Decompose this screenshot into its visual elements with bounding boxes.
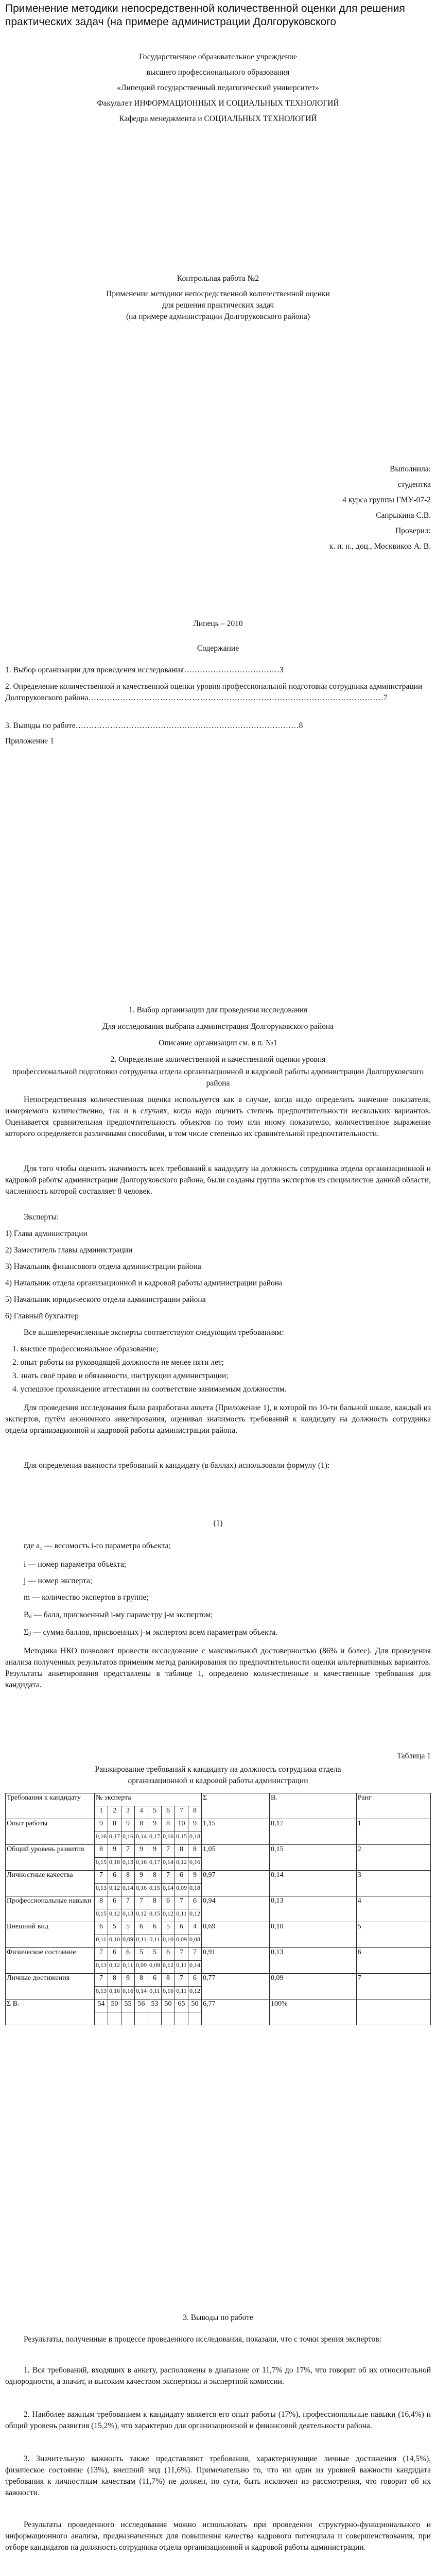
experts-label: Эксперты: bbox=[24, 1213, 59, 1222]
raw-score: 6 bbox=[108, 1871, 121, 1884]
raw-score: 8 bbox=[108, 1974, 121, 1987]
row-sum: 1,15 bbox=[202, 1819, 270, 1845]
paragraph: 3. Значительную важность также представляют требования, характеризующие личные достижения (14,5%), физическое состояние (13%), внешний вид (11,6%). Примечательно то, что ни один из уровней важности кандидата требования к личностным качествам (11,7%) не должен, по сути, быть исключен из рассмотрения, что говорит об их важности. bbox=[5, 2454, 431, 2497]
raw-score: 4 bbox=[188, 1922, 202, 1935]
row-bi: 0,17 bbox=[270, 1819, 357, 1845]
row-bi: 0,14 bbox=[270, 1871, 357, 1896]
row-rank: 6 bbox=[356, 1948, 430, 1974]
raw-score: 7 bbox=[121, 1845, 135, 1858]
weight-score: 0,11 bbox=[148, 1935, 162, 1948]
weight-score bbox=[148, 2012, 162, 2025]
weight-score: 0,15 bbox=[175, 1832, 188, 1845]
raw-score: 7 bbox=[121, 1896, 135, 1909]
row-rank: 4 bbox=[356, 1896, 430, 1922]
raw-score: 9 bbox=[135, 1845, 148, 1858]
raw-score: 9 bbox=[148, 1845, 162, 1858]
requirement-item: 1. высшее профессиональное образование; bbox=[12, 1345, 159, 1353]
weight-score: 0,12 bbox=[162, 1961, 175, 1974]
row-label: Личные достижения bbox=[6, 1974, 95, 1999]
table-header-row bbox=[6, 1793, 431, 1806]
section-heading: 3. Выводы по работе bbox=[183, 2313, 253, 2322]
weight-score bbox=[121, 2012, 135, 2025]
row-rank: 1 bbox=[356, 1819, 430, 1845]
paragraph: Для проведения исследования была разработана анкета (Приложение 1), в которой по 10-ти бальной шкале, каждый из экспертов, путём анонимного анкетирования, оценивал значимость требований к кандидату на должность сотрудника отдела организационной и кадровой работы администрации района. bbox=[5, 1403, 431, 1435]
paragraph: Для определения важности требований к кандидату (в баллах) использовали формулу (1): bbox=[24, 1461, 330, 1470]
raw-score: 9 bbox=[188, 1819, 202, 1832]
requirement-item: 2. опыт работы на руководящей должности не менее пяти лет; bbox=[12, 1358, 224, 1367]
author-line: к. п. н., доц., Москвиков А. В. bbox=[329, 542, 431, 551]
header-line: «Липецкий государственный педагогический университет» bbox=[117, 83, 319, 92]
section-heading: 2. Определение количественной и качественной оценки уровня bbox=[110, 1055, 326, 1064]
raw-score: 7 bbox=[95, 1871, 108, 1884]
raw-score: 6 bbox=[108, 1948, 121, 1961]
raw-score: 6 bbox=[108, 1896, 121, 1909]
author-line: Выполнила: bbox=[390, 465, 431, 473]
paragraph: 2. Наиболее важным требованием к кандидату является его опыт работы (17%), профессиональные навыки (16,4%) и общий уровень развития (15,2%), что характерно для организационной и финансовой деятельности района. bbox=[5, 2410, 431, 2430]
toc-item[interactable]: 3. Выводы по работе…………………………………………………………………………8 bbox=[5, 721, 303, 730]
formula-note: Bᵢⱼ — балл, присвоенный i-му параметру j-м экспертом; bbox=[24, 1611, 213, 1619]
row-rank: 2 bbox=[356, 1845, 430, 1871]
row-rank: 5 bbox=[356, 1922, 430, 1948]
weight-score: 0,16 bbox=[135, 1884, 148, 1896]
weight-score: 0,17 bbox=[148, 1832, 162, 1845]
row-sum: 6,77 bbox=[202, 1999, 270, 2025]
paragraph: Результаты, полученные в процессе проведенного исследования, показали, что с точки зрения экспертов: bbox=[24, 2335, 381, 2344]
raw-score: 8 bbox=[162, 1974, 175, 1987]
weight-score: 0,10 bbox=[162, 1935, 175, 1948]
raw-score: 8 bbox=[188, 1845, 202, 1858]
expert-item: 5) Начальник юридического отдела администрации района bbox=[5, 1295, 206, 1304]
weight-score: 0,13 bbox=[121, 1909, 135, 1922]
table-row bbox=[6, 1896, 431, 1909]
table-title: организационной и кадровой работы администрации bbox=[128, 1776, 308, 1785]
row-label: Профессиональные навыки bbox=[6, 1896, 95, 1922]
header-cell: Bᵢ bbox=[270, 1793, 357, 1819]
weight-score: 0,10 bbox=[108, 1935, 121, 1948]
header-cell: Ранг bbox=[356, 1793, 430, 1819]
raw-score: 53 bbox=[148, 1999, 162, 2012]
raw-score: 6 bbox=[95, 1922, 108, 1935]
weight-score: 0,12 bbox=[108, 1961, 121, 1974]
row-sum: 0,91 bbox=[202, 1948, 270, 1974]
raw-score: 8 bbox=[121, 1871, 135, 1884]
raw-score: 50 bbox=[162, 1999, 175, 2012]
raw-score: 6 bbox=[175, 1922, 188, 1935]
expert-num: 8 bbox=[188, 1806, 202, 1819]
paragraph: Для исследования выбрана администрация Долгоруковского района bbox=[102, 1022, 334, 1031]
table-row bbox=[6, 1974, 431, 1987]
paragraph: Результаты проведенного исследования можно использовать при проведении структурно-функционального и информационного анализа, предназначенных для повышения качества кадрового потенциала и совершенствования, при отборе кандидатов на должность сотрудника отдела организационной и кадровой работы администрации. bbox=[5, 2520, 431, 2552]
expert-item: 1) Глава администрации bbox=[5, 1229, 88, 1238]
raw-score: 6 bbox=[148, 1974, 162, 1987]
weight-score: 0,16 bbox=[108, 1987, 121, 1999]
expert-num: 1 bbox=[95, 1806, 108, 1819]
weight-score bbox=[175, 2012, 188, 2025]
toc-item[interactable]: 2. Определение количественной и качественной оценки уровня профессиональной подготовки сотрудника администрации Долгоруковского района…………………………………………………………………………………………………7 bbox=[5, 682, 423, 702]
raw-score: 7 bbox=[175, 1896, 188, 1909]
author-line: 4 курса группы ГМУ-07-2 bbox=[342, 496, 431, 504]
raw-score: 8 bbox=[108, 1819, 121, 1832]
row-label: Личностные качества bbox=[6, 1871, 95, 1896]
weight-score: 0,13 bbox=[95, 1884, 108, 1896]
row-sum: 0,97 bbox=[202, 1871, 270, 1896]
weight-score bbox=[188, 2012, 202, 2025]
header-cell: № эксперта bbox=[95, 1793, 202, 1806]
table-caption: Таблица 1 bbox=[396, 1752, 431, 1760]
weight-score: 0,18 bbox=[188, 1884, 202, 1896]
formula-number: (1) bbox=[213, 1519, 223, 1528]
weight-score: 0,16 bbox=[121, 1832, 135, 1845]
row-sum: 0,94 bbox=[202, 1896, 270, 1922]
weight-score: 0,15 bbox=[95, 1909, 108, 1922]
weight-score: 0,13 bbox=[95, 1987, 108, 1999]
weight-score: 0,16 bbox=[162, 1987, 175, 1999]
raw-score: 5 bbox=[108, 1922, 121, 1935]
weight-score: 0,15 bbox=[148, 1884, 162, 1896]
expert-num: 4 bbox=[135, 1806, 148, 1819]
formula-note: i — номер параметра объекта; bbox=[24, 1560, 127, 1569]
paragraph: Методика НКО позволяет провести исследование с максимальной достоверностью (86% и более). Для проведения анализа полученных результатов применим метод ранжирования по предпочтительности оценки альтернативных вариантов. Результаты анкетирования представлены в таблице 1, определено количественные и качественные требования для кандидата. bbox=[5, 1647, 431, 1689]
raw-score: 7 bbox=[175, 1948, 188, 1961]
weight-score bbox=[135, 2012, 148, 2025]
requirement-item: 3. знать своё право и обязанности, инструкции администрации; bbox=[12, 1371, 229, 1380]
weight-score: 0,08 bbox=[188, 1935, 202, 1948]
expert-item: 3) Начальник финансового отдела администрации района bbox=[5, 1262, 201, 1271]
weight-score: 0,09 bbox=[135, 1961, 148, 1974]
row-sum: 1,05 bbox=[202, 1845, 270, 1871]
weight-score: 0,16 bbox=[188, 1858, 202, 1871]
author-line: Проверил: bbox=[395, 527, 431, 535]
table-row bbox=[6, 1999, 431, 2012]
formula-note: j — номер эксперта; bbox=[24, 1577, 93, 1585]
weight-score: 0,14 bbox=[121, 1884, 135, 1896]
raw-score: 10 bbox=[175, 1819, 188, 1832]
raw-score: 6 bbox=[121, 1948, 135, 1961]
raw-score: 8 bbox=[162, 1819, 175, 1832]
raw-score: 56 bbox=[135, 1999, 148, 2012]
header-line: Кафедра менеджмента и СОЦИАЛЬНЫХ ТЕХНОЛОГИЙ bbox=[119, 114, 317, 123]
weight-score: 0,12 bbox=[188, 1909, 202, 1922]
raw-score: 6 bbox=[188, 1896, 202, 1909]
weight-score: 0,11 bbox=[135, 1935, 148, 1948]
weight-score: 0,13 bbox=[95, 1961, 108, 1974]
paragraph: 1. Вся требований, входящих в анкету, расположены в диапазоне от 11,7% до 17%, что говорит об их относительной однородности, а значит, и высоким качеством экспертизы и экспертной комиссии. bbox=[5, 2366, 431, 2386]
weight-score: 0,09 bbox=[175, 1884, 188, 1896]
weight-score: 0,16 bbox=[162, 1832, 175, 1845]
expert-num: 7 bbox=[175, 1806, 188, 1819]
raw-score: 5 bbox=[121, 1922, 135, 1935]
city-year: Липецк – 2010 bbox=[193, 619, 243, 628]
weight-score: 0,12 bbox=[175, 1858, 188, 1871]
row-rank bbox=[356, 1999, 430, 2025]
raw-score: 7 bbox=[135, 1896, 148, 1909]
row-sum: 0,69 bbox=[202, 1922, 270, 1948]
raw-score: 8 bbox=[135, 1819, 148, 1832]
ranking-table bbox=[5, 1793, 431, 2025]
header-line: Факультет ИНФОРМАЦИОННЫХ И СОЦИАЛЬНЫХ ТЕХНОЛОГИЙ bbox=[97, 99, 339, 108]
author-line: Сапрыкина С.В. bbox=[376, 511, 431, 520]
raw-score: 9 bbox=[95, 1819, 108, 1832]
weight-score: 0,16 bbox=[135, 1858, 148, 1871]
weight-score: 0,17 bbox=[148, 1858, 162, 1871]
weight-score: 0,18 bbox=[108, 1858, 121, 1871]
weight-score: 0,09 bbox=[175, 1935, 188, 1948]
weight-score: 0,15 bbox=[148, 1909, 162, 1922]
table-row bbox=[6, 1871, 431, 1884]
expert-num: 5 bbox=[148, 1806, 162, 1819]
raw-score: 50 bbox=[108, 1999, 121, 2012]
raw-score: 5 bbox=[148, 1948, 162, 1961]
section-heading: профессиональной подготовки сотрудника отдела организационной и кадровой работы администрации Долгоруковского района bbox=[12, 1067, 424, 1088]
weight-score: 0,14 bbox=[162, 1884, 175, 1896]
expert-item: 4) Начальник отдела организационной и кадровой работы администрации района bbox=[5, 1279, 283, 1287]
raw-score: 54 bbox=[95, 1999, 108, 2012]
formula-note: где a₁ — весомость i-го параметра объекта; bbox=[24, 1541, 171, 1550]
paragraph: Все вышеперечисленные эксперты соответствуют следующим требованиям: bbox=[24, 1328, 284, 1337]
weight-score: 0,17 bbox=[108, 1832, 121, 1845]
expert-num: 2 bbox=[108, 1806, 121, 1819]
row-label: Опыт работы bbox=[6, 1819, 95, 1845]
raw-score: 7 bbox=[188, 1948, 202, 1961]
row-sum: 0,77 bbox=[202, 1974, 270, 1999]
table-row bbox=[6, 1948, 431, 1961]
weight-score: 0,11 bbox=[175, 1987, 188, 1999]
table-title: Ранжирование требований к кандидату на должность сотрудника отдела bbox=[95, 1765, 341, 1774]
raw-score: 6 bbox=[162, 1896, 175, 1909]
expert-num: 3 bbox=[121, 1806, 135, 1819]
weight-score: 0,09 bbox=[148, 1961, 162, 1974]
header-line: высшего профессионального образования bbox=[146, 68, 290, 77]
weight-score: 0,12 bbox=[108, 1909, 121, 1922]
row-label: Внешний вид bbox=[6, 1922, 95, 1948]
row-bi: 100% bbox=[270, 1999, 357, 2025]
raw-score: 7 bbox=[95, 1948, 108, 1961]
raw-score: 6 bbox=[135, 1922, 148, 1935]
weight-score bbox=[162, 2012, 175, 2025]
weight-score: 0,11 bbox=[148, 1987, 162, 1999]
row-label: Общий уровень развития bbox=[6, 1845, 95, 1871]
weight-score: 0,14 bbox=[135, 1987, 148, 1999]
raw-score: 55 bbox=[121, 1999, 135, 2012]
expert-num: 6 bbox=[162, 1806, 175, 1819]
weight-score: 0,11 bbox=[175, 1909, 188, 1922]
paragraph: Описание организации см. в п. №1 bbox=[159, 1039, 277, 1047]
table-row bbox=[6, 1845, 431, 1858]
raw-score: 9 bbox=[121, 1819, 135, 1832]
table-row bbox=[6, 1819, 431, 1832]
weight-score: 0,12 bbox=[135, 1909, 148, 1922]
row-bi: 0,13 bbox=[270, 1896, 357, 1922]
paragraph: Для того чтобы оценить значимость всех требований к кандидату на должность сотрудника отдела организационной и кадровой работы администрации Долгоруковского района, были созданы группа экспертов из специалистов данной области, численность которой составляет 8 человек. bbox=[5, 1164, 431, 1196]
work-subtitle: Применение методики непосредственной количественной оценки bbox=[106, 290, 330, 298]
paragraph: Непосредственная количественная оценка используется как в случае, когда надо определить значение показателя, измеряемого количественно, так и в случаях, когда надо оценить степень предпочтительности нескольких вариантов. Оценивается сравнительная предпочтительность объектов по тому или иному показателю, количественное выражение которого определяется различными способами, в том числе степенью их сравнительной предпочтительности. bbox=[5, 1095, 431, 1138]
raw-score: 5 bbox=[162, 1922, 175, 1935]
weight-score: 0,12 bbox=[188, 1987, 202, 1999]
weight-score: 0,13 bbox=[121, 1858, 135, 1871]
header-line: Государственное образовательное учреждение bbox=[139, 53, 297, 61]
toc-item[interactable]: 1. Выбор организации для проведения исследования………………………………3 bbox=[5, 666, 284, 674]
row-bi: 0,13 bbox=[270, 1948, 357, 1974]
row-label: Физическое состояние bbox=[6, 1948, 95, 1974]
raw-score: 9 bbox=[148, 1819, 162, 1832]
formula-note: m — количество экспертов в группе; bbox=[24, 1593, 149, 1602]
weight-score bbox=[95, 2012, 108, 2025]
row-bi: 0,09 bbox=[270, 1974, 357, 1999]
weight-score: 0,14 bbox=[135, 1832, 148, 1845]
weight-score: 0,16 bbox=[95, 1832, 108, 1845]
raw-score: 8 bbox=[135, 1974, 148, 1987]
work-subtitle: для решения практических задач bbox=[162, 301, 274, 310]
raw-score: 9 bbox=[135, 1871, 148, 1884]
weight-score: 0,14 bbox=[188, 1961, 202, 1974]
page-title: Применение методики непосредственной количественной оценки для решения практических задач (на примере администрации Долгоруковского bbox=[5, 3, 405, 28]
weight-score: 0,12 bbox=[108, 1884, 121, 1896]
raw-score: 6 bbox=[148, 1922, 162, 1935]
header-cell: Σ bbox=[202, 1793, 270, 1819]
raw-score: 9 bbox=[188, 1871, 202, 1884]
raw-score: 5 bbox=[135, 1948, 148, 1961]
raw-score: 8 bbox=[95, 1896, 108, 1909]
raw-score: 7 bbox=[162, 1871, 175, 1884]
toc-item[interactable]: Приложение 1 bbox=[5, 737, 54, 745]
raw-score: 8 bbox=[148, 1871, 162, 1884]
raw-score: 6 bbox=[162, 1948, 175, 1961]
row-rank: 7 bbox=[356, 1974, 430, 1999]
weight-score: 0,11 bbox=[121, 1961, 135, 1974]
header-cell: Требования к кандидату bbox=[6, 1793, 95, 1819]
weight-score: 0,18 bbox=[188, 1832, 202, 1845]
raw-score: 7 bbox=[175, 1974, 188, 1987]
requirement-item: 4. успешное прохождение аттестации на соответствие занимаемым должностям. bbox=[12, 1385, 287, 1394]
raw-score: 65 bbox=[175, 1999, 188, 2012]
raw-score: 50 bbox=[188, 1999, 202, 2012]
section-heading: 1. Выбор организации для проведения исследования bbox=[128, 1006, 308, 1014]
raw-score: 8 bbox=[175, 1845, 188, 1858]
row-bi: 0,15 bbox=[270, 1845, 357, 1871]
weight-score: 0,15 bbox=[95, 1858, 108, 1871]
raw-score: 8 bbox=[148, 1896, 162, 1909]
expert-item: 6) Главный бухгалтер bbox=[5, 1312, 79, 1320]
table-body bbox=[6, 1819, 431, 2025]
raw-score: 6 bbox=[188, 1974, 202, 1987]
weight-score: 0,11 bbox=[95, 1935, 108, 1948]
author-line: студентка bbox=[397, 480, 431, 489]
row-label: Σ Bᵢ bbox=[6, 1999, 95, 2025]
toc-heading: Содержание bbox=[197, 644, 239, 653]
raw-score: 9 bbox=[121, 1974, 135, 1987]
weight-score: 0,11 bbox=[175, 1961, 188, 1974]
work-subtitle: (на примере администрации Долгоруковского района) bbox=[126, 312, 310, 321]
work-title: Контрольная работа №2 bbox=[177, 274, 259, 283]
raw-score: 7 bbox=[162, 1845, 175, 1858]
row-rank: 3 bbox=[356, 1871, 430, 1896]
row-bi: 0,10 bbox=[270, 1922, 357, 1948]
raw-score: 9 bbox=[108, 1845, 121, 1858]
weight-score: 0,09 bbox=[121, 1935, 135, 1948]
raw-score: 7 bbox=[95, 1974, 108, 1987]
table-row bbox=[6, 1922, 431, 1935]
weight-score: 0,12 bbox=[162, 1909, 175, 1922]
expert-item: 2) Заместитель главы администрации bbox=[5, 1246, 133, 1255]
weight-score bbox=[108, 2012, 121, 2025]
weight-score: 0,14 bbox=[162, 1858, 175, 1871]
formula-note: Σ⁠ᵢⱼ — сумма баллов, присвоенных j-м экспертом всем параметрам объекта. bbox=[24, 1628, 278, 1637]
raw-score: 6 bbox=[175, 1871, 188, 1884]
weight-score: 0,16 bbox=[121, 1987, 135, 1999]
raw-score: 8 bbox=[95, 1845, 108, 1858]
